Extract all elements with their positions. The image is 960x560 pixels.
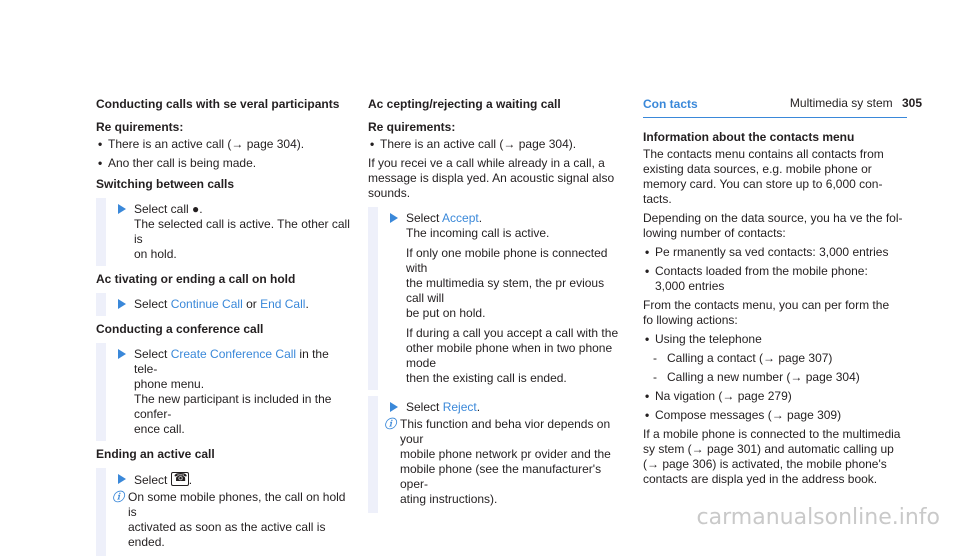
paragraph: Depending on the data source, you ha ve the fol- lowing number of contacts: (643, 211, 903, 240)
section-name: Multimedia sy stem (789, 96, 893, 110)
sub-list-item: - Calling a contact (→ page 307) (653, 351, 833, 365)
step-bar (368, 207, 378, 390)
bullet-icon: • (645, 245, 650, 259)
column-left (96, 97, 350, 560)
page-number: 305 (901, 96, 922, 110)
step-arrow-icon (118, 299, 126, 309)
bullet-icon: • (645, 264, 650, 278)
column-middle (368, 97, 624, 517)
watermark: carmanualsonline.info (696, 505, 940, 530)
step-arrow-icon (390, 213, 398, 223)
bullet-icon: • (98, 156, 103, 170)
list-item: • Na vigation (→ page 279) (645, 389, 792, 403)
note: ⓘ This function and beha vior depends on your mobile phone network pr ovider and the mobile phone (see the manufacturer's oper- ating instructions). (384, 417, 611, 506)
requirements-label: Re quirements: (368, 120, 456, 134)
sub-list-item: - Calling a new number (→ page 304) (653, 370, 860, 384)
end-call-phone-icon (171, 472, 189, 486)
info-icon: ⓘ (384, 417, 397, 431)
step-item: Select call ●. The selected call is active. The other call is on hold. (118, 202, 350, 262)
step-block (96, 198, 350, 266)
note: ⓘ On some mobile phones, the call on hold is activated as soon as the active call is ended. (112, 490, 346, 549)
continue-call-option: Continue Call (170, 297, 243, 311)
heading-waiting-call: Ac cepting/rejecting a waiting call (368, 97, 561, 111)
step-block (368, 396, 624, 513)
paragraph: The contacts menu contains all contacts from existing data sources, e.g. mobile phone or memory card. You can store up to 6,000 con- tacts. (643, 147, 884, 206)
heading-activating-ending: Ac tivating or ending a call on hold (96, 272, 296, 286)
column-right (643, 97, 907, 491)
accept-option: Accept (442, 211, 479, 225)
step-bar (368, 396, 378, 513)
bullet-icon: • (645, 332, 650, 346)
step-block (96, 468, 350, 556)
list-item: • Compose messages (→ page 309) (645, 408, 842, 422)
step-item: Select Create Conference Call in the tele- phone menu. The new participant is included in the confer- ence call. (118, 347, 350, 437)
step-item: Select ☎. (118, 472, 350, 488)
heading-conference-call: Conducting a conference call (96, 322, 264, 336)
create-conference-call-option: Create Conference Call (170, 347, 297, 361)
dash-icon: - (653, 351, 657, 365)
step-arrow-icon (118, 474, 126, 484)
step-arrow-icon (118, 349, 126, 359)
heading-several-participants: Conducting calls with se veral participants (96, 97, 340, 111)
heading-contacts-menu-info: Information about the contacts menu (643, 130, 855, 144)
bullet-icon: • (645, 408, 650, 422)
heading-ending-active-call: Ending an active call (96, 447, 215, 461)
end-call-option: End Call (260, 297, 306, 311)
requirements-label: Re quirements: (96, 120, 184, 134)
info-icon: ⓘ (112, 490, 125, 504)
heading-switching-calls: Switching between calls (96, 177, 235, 191)
step-bar (96, 468, 106, 556)
intro-paragraph: If you recei ve a call while already in a call, a message is displa yed. An acoustic signal also sounds. (368, 156, 615, 200)
bullet-icon: • (370, 137, 375, 151)
call-symbol: ● (192, 202, 200, 216)
list-item: • Pe rmanently sa ved contacts: 3,000 entries (645, 245, 889, 259)
list-item: • Using the telephone (645, 332, 762, 346)
step-bar (96, 293, 106, 316)
list-item: • There is an active call (→ page 304). (370, 137, 577, 151)
bullet-icon: • (645, 389, 650, 403)
paragraph: If a mobile phone is connected to the multimedia sy stem (→ page 301) and automatic calling up (→ page 306) is activated, the mobile phone's contacts are displa yed in the address book. (643, 427, 901, 486)
reject-option: Reject (442, 400, 477, 414)
step-item: Select Accept. The incoming call is active. If only one mobile phone is connected with the multimedia sy stem, the pr evious call will be put on hold. If during a call you accept a call with the other mobile phone when in two phone mode then the existing call is ended. (390, 211, 624, 386)
dash-icon: - (653, 370, 657, 384)
step-block (96, 343, 350, 441)
step-item: Select Continue Call or End Call. (118, 297, 350, 312)
list-item: • Ano ther call is being made. (98, 156, 257, 170)
paragraph: From the contacts menu, you can per form the fo llowing actions: (643, 298, 890, 327)
step-bar (96, 343, 106, 441)
step-arrow-icon (118, 204, 126, 214)
list-item: • There is an active call (→ page 304). (98, 137, 305, 151)
step-arrow-icon (390, 402, 398, 412)
step-item: Select Reject. (390, 400, 624, 415)
bullet-icon: • (98, 137, 103, 151)
step-bar (96, 198, 106, 266)
list-item: • Contacts loaded from the mobile phone: 3,000 entries (645, 264, 868, 293)
step-block (96, 293, 350, 316)
step-block (368, 207, 624, 390)
section-title-contacts: Con tacts (643, 97, 907, 118)
